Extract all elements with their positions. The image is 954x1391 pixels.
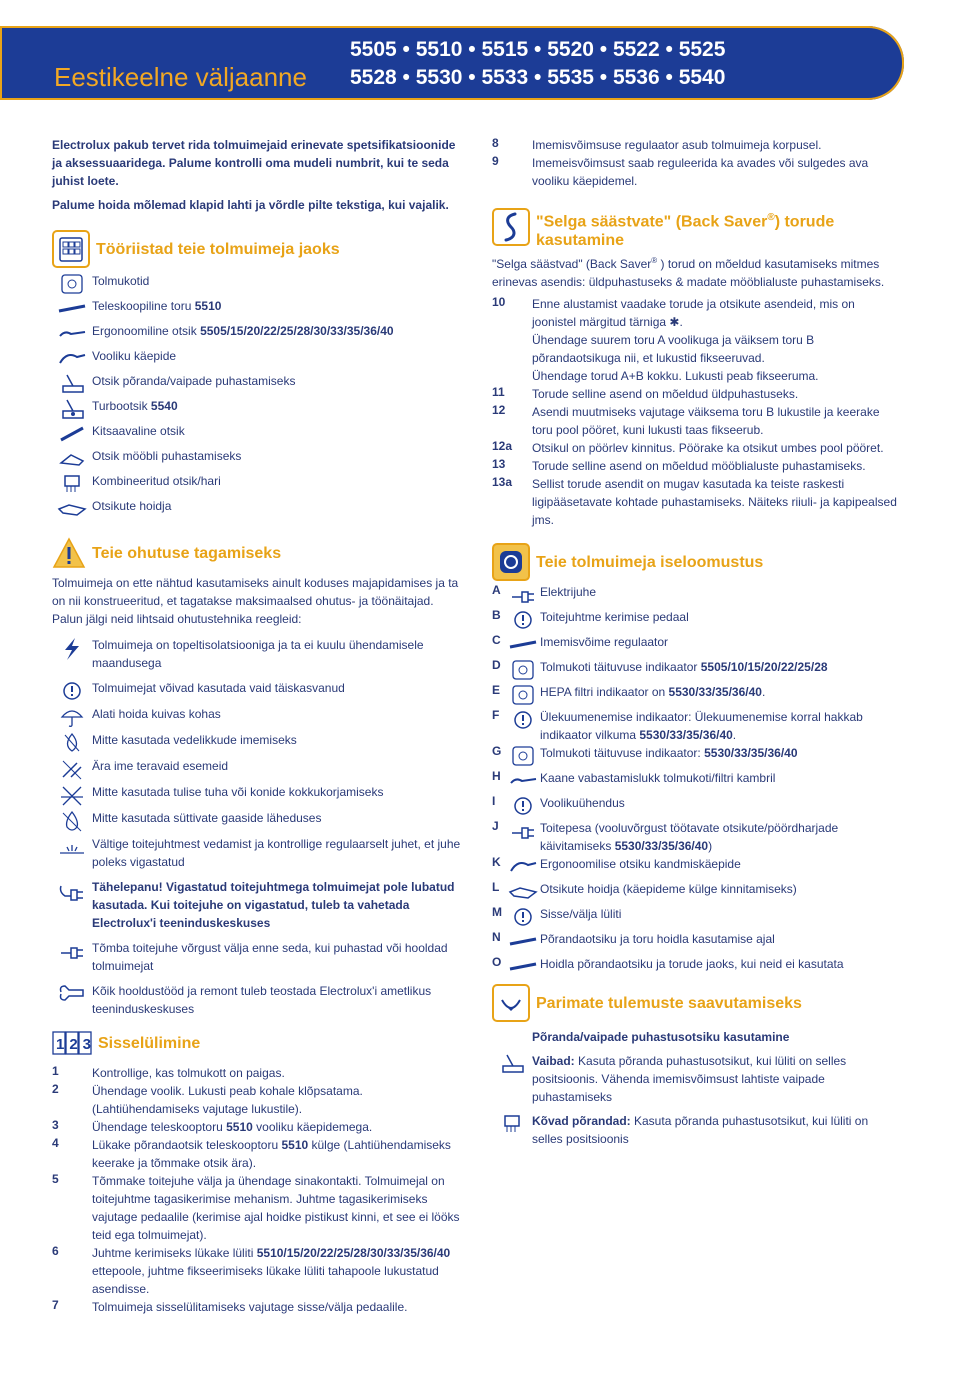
tool-label: Kitsaavaline otsik xyxy=(92,424,185,438)
safety-list xyxy=(52,636,462,1018)
nozzle-holder-icon xyxy=(52,497,92,521)
result-label: Kõvad põrandad: xyxy=(532,1114,631,1129)
feature-letter: E xyxy=(492,683,501,698)
safety-item xyxy=(52,757,462,782)
cord-damage-icon xyxy=(52,835,92,859)
step-line: Ühendage torud A+B kokku. Lukusti peab fikseeruma. xyxy=(532,369,819,384)
setup-title: Sisselülimine xyxy=(98,1034,201,1052)
tool-item xyxy=(52,272,462,297)
steps-123-icon xyxy=(52,1026,97,1060)
tool-label: Teleskoopiline toru xyxy=(92,299,195,313)
step-text xyxy=(92,1082,462,1118)
right-column xyxy=(492,136,902,1154)
tool-item xyxy=(52,497,462,522)
furniture-nozzle-icon xyxy=(52,447,92,471)
feature-text xyxy=(540,905,902,923)
tool-item-text xyxy=(92,422,462,440)
step-text-pre: Juhtme kerimiseks lükake lüliti xyxy=(92,1246,257,1260)
safety-item xyxy=(52,731,462,756)
setup-step xyxy=(52,1244,462,1298)
safety-item xyxy=(52,939,462,975)
feature-item xyxy=(492,880,902,905)
thumbs-up-icon xyxy=(492,984,530,1022)
backsaver-step xyxy=(492,385,902,403)
step-text-post: ettepoole, juhtme fikseerimiseks lükake lüliti tahapoole lukustatud asendisse. xyxy=(92,1264,439,1296)
feature-letter: C xyxy=(492,633,501,648)
feature-letter: K xyxy=(492,855,501,870)
tool-item-text xyxy=(92,397,462,415)
damaged-cord-icon xyxy=(52,878,92,902)
safety-title: Teie ohutuse tagamiseks xyxy=(92,544,282,562)
backsaver-intro-b: ) torud on mõeldud kasutamiseks mitmes erinevas asendis: üldpuhastuseks & madate mööblialuste puhastamiseks. xyxy=(492,257,885,290)
tool-model-numbers: 5540 xyxy=(150,399,178,413)
cleaning-step xyxy=(492,136,902,154)
backsaver-intro-a: "Selga säästvad" (Back Saver xyxy=(492,257,652,272)
feature-item xyxy=(492,633,902,658)
feature-label: Otsikute hoidja (käepideme külge kinnitamiseks) xyxy=(540,882,797,897)
backsaver-step xyxy=(492,403,902,439)
step-text xyxy=(92,1298,462,1316)
tool-item xyxy=(52,347,462,372)
step-text-pre: Ühendage teleskooptoru xyxy=(92,1120,227,1134)
feature-label: Toitepesa (vooluvõrgust töötavate otsikute/pöördharjade käivitamiseks xyxy=(540,821,839,854)
safety-item-text: Ära ime teravaid esemeid xyxy=(92,759,229,773)
step-number: 9 xyxy=(492,154,499,168)
step-number: 1 xyxy=(52,1064,59,1078)
safety-item-text: Tõmba toitejuhe võrgust välja enne seda, kui puhastad või hooldad tolmuimejat xyxy=(92,941,448,973)
tool-item xyxy=(52,447,462,472)
setup-step xyxy=(52,1298,462,1316)
feature-text xyxy=(540,683,902,701)
step-text-body: Ühendage voolik. Lukusti peab kohale klõpsatama. (Lahtiühendamiseks vajutage lukustile). xyxy=(92,1084,363,1116)
setup-step xyxy=(52,1064,462,1082)
feature-model-numbers: 5530/33/35/36/40 xyxy=(639,728,733,743)
feature-item xyxy=(492,708,902,744)
no-flammable-gas-icon xyxy=(52,809,92,833)
feature-text xyxy=(540,744,902,762)
tool-item xyxy=(52,422,462,447)
step-text xyxy=(92,1172,462,1244)
feature-label: Ergonoomilise otsiku kandmiskäepide xyxy=(540,857,741,872)
step-text-body: Imemeisvõimsust saab reguleerida ka avades või sulgedes ava vooliku käepidemel. xyxy=(532,156,869,188)
backsaver-title-reg: ® xyxy=(767,212,775,223)
tool-item-text xyxy=(92,372,462,390)
hose-connection-icon xyxy=(506,794,540,818)
tool-model-numbers: 5510 xyxy=(194,299,222,313)
feature-letter: F xyxy=(492,708,500,723)
feature-label: Sisse/välja lüliti xyxy=(540,907,622,922)
step-number: 6 xyxy=(52,1244,59,1258)
step-number: 4 xyxy=(52,1136,59,1150)
vacuum-top-icon xyxy=(492,543,530,581)
storage-slot-icon xyxy=(506,955,540,979)
feature-item xyxy=(492,769,902,794)
feature-suffix: . xyxy=(732,728,737,743)
tool-item-text xyxy=(92,272,462,290)
double-insulation-icon xyxy=(52,636,92,660)
unplug-icon xyxy=(52,939,92,963)
turbo-nozzle-icon xyxy=(52,397,92,421)
carpet-setting-icon xyxy=(492,1052,532,1076)
tool-item-text xyxy=(92,297,462,315)
safety-item-text: Mitte kasutada vedelikkude imemiseks xyxy=(92,733,297,747)
feature-text xyxy=(540,608,902,626)
safety-item xyxy=(52,679,462,704)
step-line: Asendi muutmiseks vajutage väiksema toru B lukustile ja keerake toru pool pööret, kuni lukusti taas fikseerub. xyxy=(532,405,880,438)
step-model-numbers: 5510 xyxy=(226,1120,253,1134)
backsaver-step xyxy=(492,457,902,475)
feature-letter: D xyxy=(492,658,501,673)
safety-item-text: Mitte kasutada süttivate gaaside läheduses xyxy=(92,811,322,825)
feature-item xyxy=(492,955,902,980)
feature-letter: O xyxy=(492,955,502,970)
feature-model-numbers: 5530/33/35/36/40 xyxy=(614,839,709,854)
results-list xyxy=(492,1052,902,1148)
step-model-numbers: 5510 xyxy=(281,1138,309,1152)
result-description: Kasuta põranda puhastusotsikut, kui lüliti on selles positsioonis xyxy=(532,1114,869,1147)
step-text xyxy=(92,1064,462,1082)
tool-item xyxy=(52,472,462,497)
step-line: Sellist torude asendit on mugav kasutada ka teiste raskesti ligipääsetavate kohtade puhastamiseks. Näiteks riiuli- ja kapipealsed jms. xyxy=(532,477,897,528)
feature-text xyxy=(540,855,902,873)
backsaver-title-b: ) torude kasutamine xyxy=(536,213,835,250)
tool-item xyxy=(52,322,462,347)
feature-letter: J xyxy=(492,819,499,834)
feature-letter: M xyxy=(492,905,502,920)
results-section-header xyxy=(492,984,902,1022)
results-subtitle: Põranda/vaipade puhastusotsiku kasutamine xyxy=(532,1030,790,1045)
step-number: 7 xyxy=(52,1298,59,1312)
no-hot-ash-icon xyxy=(52,783,92,807)
step-text xyxy=(532,475,902,529)
result-text xyxy=(532,1112,902,1148)
tool-item-text xyxy=(92,497,462,515)
models-line-1: 5505 • 5510 • 5515 • 5520 • 5522 • 5525 xyxy=(350,38,726,61)
step-text xyxy=(532,385,902,403)
step-text-post: külge (Lahtiühendamiseks keerake ja tõmmake otsik ära). xyxy=(92,1138,451,1170)
backsaver-intro-reg: ® xyxy=(651,256,658,266)
feature-model-numbers: 5530/33/35/36/40 xyxy=(704,746,798,761)
step-number: 13 xyxy=(492,457,506,472)
setup-step xyxy=(52,1172,462,1244)
feature-text xyxy=(540,658,902,676)
step-line: Torude selline asend on mõeldud mööblialuste puhastamiseks. xyxy=(532,459,866,474)
feature-label: Imemisvõime regulaator xyxy=(540,635,669,650)
feature-item xyxy=(492,744,902,769)
setup-step xyxy=(52,1136,462,1172)
safety-item-text: Tolmuimejat võivad kasutada vaid täiskasvanud xyxy=(92,681,345,695)
step-model-numbers: 5510/15/20/22/25/28/30/33/35/36/40 xyxy=(256,1246,451,1260)
power-socket-icon xyxy=(506,819,540,843)
setup-list xyxy=(52,1064,462,1316)
feature-item xyxy=(492,905,902,930)
results-title: Parimate tulemuste saavutamiseks xyxy=(536,994,802,1012)
feature-label: Toitejuhtme kerimise pedaal xyxy=(540,610,689,625)
feature-item xyxy=(492,608,902,633)
crevice-nozzle-icon xyxy=(52,422,92,446)
feature-letter: L xyxy=(492,880,500,895)
cleaning-step xyxy=(492,154,902,190)
feature-text xyxy=(540,880,902,898)
feature-item xyxy=(492,583,902,608)
safety-item xyxy=(52,835,462,871)
header-banner xyxy=(0,26,904,100)
feature-item xyxy=(492,819,902,855)
result-item xyxy=(492,1112,902,1148)
step-text xyxy=(532,154,902,190)
features-section-header xyxy=(492,543,902,581)
feature-model-numbers: 5530/33/35/36/40 xyxy=(668,685,762,700)
safety-item-text: Vältige toitejuhtmest vedamist ja kontrollige regulaarselt juhet, et juhe poleks vigastatud xyxy=(92,837,461,869)
feature-label: HEPA filtri indikaator on xyxy=(540,685,669,700)
result-text xyxy=(532,1052,902,1106)
feature-label: Elektrijuhe xyxy=(540,585,597,600)
keep-dry-icon xyxy=(52,705,92,729)
step-line: Enne alustamist vaadake torude ja otsikute asendeid, mis on joonistel märgitud tärniga ✱. xyxy=(532,297,855,330)
tool-item-text xyxy=(92,447,462,465)
step-text xyxy=(92,1244,462,1298)
right-top-steps xyxy=(492,136,902,190)
step-text xyxy=(92,1118,462,1136)
tool-label: Otsik põranda/vaipade puhastamiseks xyxy=(92,374,296,388)
safety-item xyxy=(52,636,462,672)
step-text-post: vooliku käepidemega. xyxy=(252,1120,373,1134)
backsaver-intro xyxy=(492,252,902,291)
step-number: 10 xyxy=(492,295,506,310)
step-number: 2 xyxy=(52,1082,59,1096)
feature-letter: B xyxy=(492,608,501,623)
safety-item xyxy=(52,878,462,932)
feature-item xyxy=(492,658,902,683)
telescopic-tube-icon xyxy=(52,297,92,321)
safety-item xyxy=(52,982,462,1018)
feature-item xyxy=(492,930,902,955)
tool-item xyxy=(52,372,462,397)
tools-list xyxy=(52,272,462,522)
adults-only-icon xyxy=(52,679,92,703)
feature-letter: A xyxy=(492,583,501,598)
tool-label: Otsikute hoidja xyxy=(92,499,172,513)
tool-model-numbers: 5505/15/20/22/25/28/30/33/35/36/40 xyxy=(200,324,394,338)
backsaver-step xyxy=(492,439,902,457)
backsaver-title xyxy=(536,208,902,250)
tool-item-text xyxy=(92,472,462,490)
step-text-body: Imemisvõimsuse regulaator asub tolmuimeja korpusel. xyxy=(532,138,822,152)
no-sharp-objects-icon xyxy=(52,757,92,781)
step-text xyxy=(532,295,902,385)
dust-bag-icon xyxy=(52,272,92,296)
tool-label: Ergonoomiline otsik xyxy=(92,324,201,338)
setup-section-header xyxy=(52,1026,462,1060)
feature-suffix: . xyxy=(761,685,766,700)
intro-paragraph-2: Palume hoida mõlemad klapid lahti ja võrdle pilte tekstiga, kui vajalik. xyxy=(52,198,449,212)
page-title: Eestikeelne väljaanne xyxy=(54,62,307,92)
service-wrench-icon xyxy=(52,982,92,1006)
tool-item xyxy=(52,397,462,422)
steps-icon-label: 123 xyxy=(56,1036,97,1053)
power-cord-icon xyxy=(506,583,540,607)
tool-item xyxy=(52,297,462,322)
features-title: Teie tolmuimeja iseloomustus xyxy=(536,553,764,571)
models-line-2: 5528 • 5530 • 5533 • 5535 • 5536 • 5540 xyxy=(350,66,726,89)
step-text-pre: Lükake põrandaotsik teleskooptoru xyxy=(92,1138,282,1152)
step-text xyxy=(532,457,902,475)
step-line: Ühendage suurem toru A voolikuga ja väiksem toru B põrandaotsikuga nii, et lukustid fikseeruvad. xyxy=(532,333,815,366)
feature-label: Ülekuumenemise indikaator: Ülekuumenemise korral hakkab indikaator vilkuma xyxy=(540,710,863,743)
feature-text xyxy=(540,633,902,651)
step-number: 12a xyxy=(492,439,513,454)
step-text xyxy=(532,136,902,154)
safety-item-text: Alati hoida kuivas kohas xyxy=(92,707,221,721)
safety-section-header xyxy=(52,536,462,570)
safety-item-text: Kõik hooldustööd ja remont tuleb teostada Electrolux'i ametlikus teeninduskeskuses xyxy=(92,984,432,1016)
safety-item-text: Mitte kasutada tulise tuha või konide kokkukorjamiseks xyxy=(92,785,384,799)
step-line: Otsikul on pöörlev kinnitus. Pöörake ka otsikut umbes pool pööret. xyxy=(532,441,884,456)
tool-label: Turbootsik xyxy=(92,399,151,413)
safety-item-text: Tähelepanu! Vigastatud toitejuhtmega tolmuimejat pole lubatud kasutada. Kui toitejuhe on vigastatud, tuleb ta vahetada Electrolux'i teeninduskeskuses xyxy=(92,880,455,930)
safety-intro: Tolmuimeja on ette nähtud kasutamiseks ainult koduses majapidamises ja ta on nii konstrueeritud, et tagatakse maksimaalsed ohutus- ja töönäitajad. Palun jälgi neid lihtsaid ohutustehnika reegleid: xyxy=(52,576,459,626)
carry-handle-icon xyxy=(506,855,540,879)
feature-label: Põrandaotsiku ja toru hoidla kasutamise ajal xyxy=(540,932,775,947)
tool-holder-icon xyxy=(506,880,540,904)
feature-item xyxy=(492,855,902,880)
tools-section-header xyxy=(52,230,462,268)
feature-text xyxy=(540,819,902,855)
feature-label: Tolmukoti täituvuse indikaator: xyxy=(540,746,705,761)
warning-triangle-icon xyxy=(52,536,86,570)
step-number: 12 xyxy=(492,403,506,418)
step-line: Torude selline asend on mõeldud üldpuhastuseks. xyxy=(532,387,799,402)
feature-model-numbers: 5505/10/15/20/22/25/28 xyxy=(700,660,828,675)
on-off-switch-icon xyxy=(506,905,540,929)
tools-title: Tööriistad teie tolmuimeja jaoks xyxy=(96,240,340,258)
feature-letter: H xyxy=(492,769,501,784)
feature-item xyxy=(492,683,902,708)
suction-regulator-icon xyxy=(506,633,540,657)
hard-floor-setting-icon xyxy=(492,1112,532,1136)
setup-step xyxy=(52,1118,462,1136)
step-text-body: Tolmuimeja sisselülitamiseks vajutage sisse/välja pedaalile. xyxy=(92,1300,408,1314)
tools-grid-icon xyxy=(52,230,90,268)
combination-brush-icon xyxy=(52,472,92,496)
hepa-indicator-icon xyxy=(506,683,540,707)
step-number: 5 xyxy=(52,1172,59,1186)
bag-full-indicator-icon xyxy=(506,744,540,768)
dust-bag-indicator-icon xyxy=(506,658,540,682)
ergonomic-nozzle-icon xyxy=(52,322,92,346)
step-number: 8 xyxy=(492,136,499,150)
step-number: 11 xyxy=(492,385,505,400)
lid-release-icon xyxy=(506,769,540,793)
feature-label: Tolmukoti täituvuse indikaator xyxy=(540,660,701,675)
hose-handle-icon xyxy=(52,347,92,371)
feature-item xyxy=(492,794,902,819)
parking-slot-icon xyxy=(506,930,540,954)
feature-text xyxy=(540,708,902,744)
feature-text xyxy=(540,955,902,973)
feature-letter: N xyxy=(492,930,501,945)
step-text xyxy=(92,1136,462,1172)
safety-item xyxy=(52,705,462,730)
backsaver-title-a: "Selga säästvate" (Back Saver xyxy=(536,213,768,231)
intro-paragraph-1: Electrolux pakub tervet rida tolmuimejaid erinevate spetsifikatsioonide ja aksessuaaridega. Palume kontrolli oma mudeli numbrit, kui te seda juhist loete. xyxy=(52,138,456,188)
feature-label: Kaane vabastamislukk tolmukoti/filtri kambril xyxy=(540,771,776,786)
step-text-body: Kontrollige, kas tolmukott on paigas. xyxy=(92,1066,285,1080)
step-text xyxy=(532,439,902,457)
feature-label: Voolikuühendus xyxy=(540,796,625,811)
backsaver-list xyxy=(492,295,902,529)
feature-text xyxy=(540,930,902,948)
result-description: Kasuta põranda puhastusotsikut, kui lüliti on selles positsioonis. Vähenda imemisvõimsust lahtiste vaipade puhastamiseks xyxy=(532,1054,847,1105)
features-list xyxy=(492,583,902,980)
tool-label: Otsik mööbli puhastamiseks xyxy=(92,449,242,463)
feature-letter: G xyxy=(492,744,502,759)
tool-item-text xyxy=(92,347,462,365)
tool-item-text xyxy=(92,322,462,340)
no-liquids-icon xyxy=(52,731,92,755)
feature-text xyxy=(540,769,902,787)
cord-rewind-pedal-icon xyxy=(506,608,540,632)
feature-text xyxy=(540,794,902,812)
result-label: Vaibad: xyxy=(532,1054,575,1069)
step-text-body: Tõmmake toitejuhe välja ja ühendage sinakontakti. Tolmuimejal on toitejuhtme tagasikerimise mehanism. Juhtme tagasikerimiseks vajutage pedaalile (kerimise ajal hoidke pistikust kinni, et see ei lööks teid ega tolmuimejat). xyxy=(92,1174,460,1242)
tool-label: Kombineeritud otsik/hari xyxy=(92,474,221,488)
back-saver-icon xyxy=(492,208,530,246)
step-number: 3 xyxy=(52,1118,59,1132)
result-item xyxy=(492,1052,902,1106)
safety-item xyxy=(52,809,462,834)
safety-item-text: Tolmuimeja on topeltisolatsiooniga ja ta ei kuulu ühendamisele maandusega xyxy=(92,638,424,670)
safety-item xyxy=(52,783,462,808)
tool-label: Vooliku käepide xyxy=(92,349,177,363)
floor-nozzle-icon xyxy=(52,372,92,396)
backsaver-step xyxy=(492,475,902,529)
backsaver-section-header xyxy=(492,208,902,250)
feature-letter: I xyxy=(492,794,496,809)
step-text xyxy=(532,403,902,439)
overheat-indicator-icon xyxy=(506,708,540,732)
left-column xyxy=(52,136,462,1316)
setup-step xyxy=(52,1082,462,1118)
feature-suffix: ) xyxy=(708,839,713,854)
tool-label: Tolmukotid xyxy=(92,274,150,288)
feature-text xyxy=(540,583,902,601)
model-numbers xyxy=(350,36,725,92)
backsaver-step xyxy=(492,295,902,385)
step-number: 13a xyxy=(492,475,513,490)
feature-label: Hoidla põrandaotsiku ja torude jaoks, kui neid ei kasutata xyxy=(540,957,844,972)
